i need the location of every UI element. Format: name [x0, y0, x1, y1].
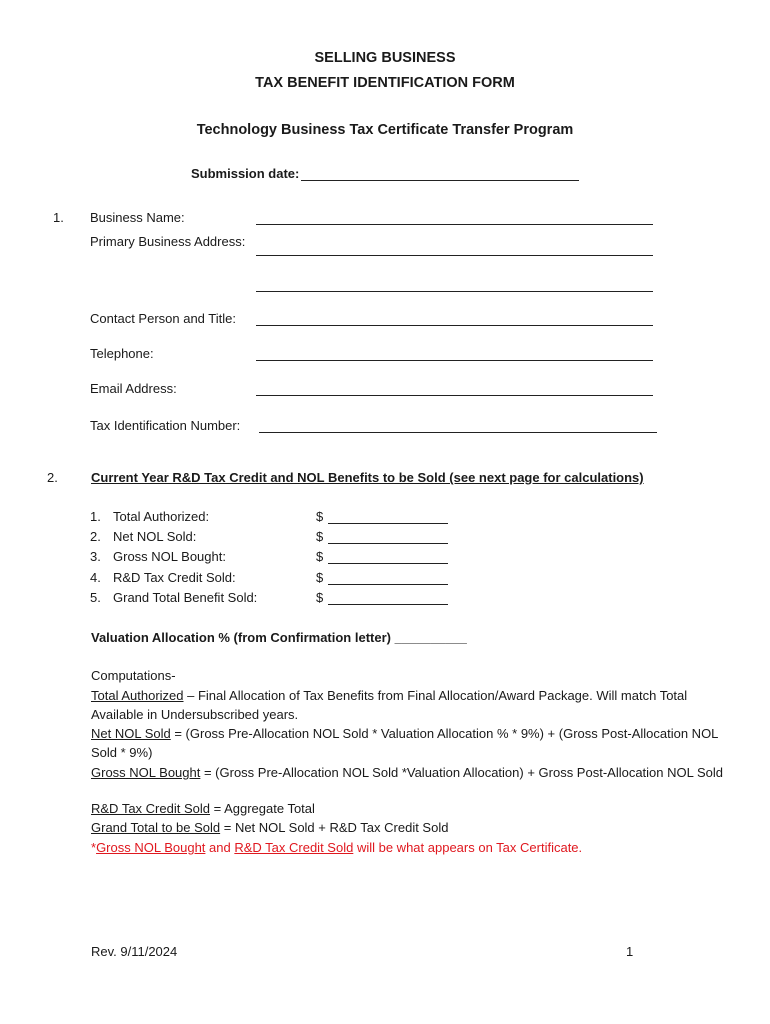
- item3-currency: $: [316, 549, 324, 564]
- note-text: will be what appears on Tax Certificate.: [353, 840, 583, 855]
- def-rd-tax-credit: = Aggregate Total: [209, 801, 315, 816]
- term-rd-tax-credit: R&D Tax Credit Sold: [91, 801, 210, 816]
- computation-rd-credit: [91, 801, 315, 816]
- program-subtitle: Technology Business Tax Certificate Transfer Program: [196, 122, 574, 138]
- certificate-note: [91, 840, 582, 855]
- contact-label: Contact Person and Title:: [90, 311, 236, 326]
- term-net-nol-sold: Net NOL Sold: [91, 726, 171, 741]
- telephone-label: Telephone:: [90, 346, 154, 361]
- term-total-authorized: Total Authorized: [91, 688, 184, 703]
- item4-number: 4.: [90, 570, 101, 585]
- item3-label: Gross NOL Bought:: [113, 549, 226, 564]
- note-and: and: [205, 840, 235, 855]
- telephone-field[interactable]: [256, 360, 653, 361]
- item1-currency: $: [316, 509, 324, 524]
- address-field-line2[interactable]: [256, 291, 653, 292]
- gross-nol-bought-field[interactable]: [328, 563, 448, 564]
- note-star: *: [91, 840, 97, 855]
- item3-number: 3.: [90, 549, 101, 564]
- def-gross-nol-bought: = (Gross Pre-Allocation NOL Sold *Valuation Allocation) + Gross Post-Allocation NOL Sold: [200, 765, 724, 780]
- item4-label: R&D Tax Credit Sold:: [113, 570, 236, 585]
- grand-total-field[interactable]: [328, 604, 448, 605]
- item1-number: 1.: [90, 509, 101, 524]
- business-name-field[interactable]: [256, 224, 653, 225]
- computation-total-authorized: [91, 686, 731, 724]
- valuation-allocation-row: [91, 630, 467, 645]
- tax-id-label: Tax Identification Number:: [90, 418, 241, 433]
- def-total-authorized: – Final Allocation of Tax Benefits from Final Allocation/Award Package. Will match Total Available in Undersubscribed years.: [91, 688, 688, 722]
- item5-label: Grand Total Benefit Sold:: [113, 590, 258, 605]
- valuation-allocation-field[interactable]: __________: [394, 630, 467, 645]
- submission-date-label: Submission date:: [191, 166, 300, 181]
- item5-number: 5.: [90, 590, 101, 605]
- email-field[interactable]: [256, 395, 653, 396]
- business-name-label: Business Name:: [90, 210, 185, 225]
- def-net-nol-sold: = (Gross Pre-Allocation NOL Sold * Valuation Allocation % * 9%) + (Gross Post-Allocation NOL Sold * 9%): [91, 726, 718, 760]
- computations-heading: Computations-: [91, 668, 176, 683]
- page-number: 1: [626, 944, 634, 959]
- tax-id-field[interactable]: [259, 432, 657, 433]
- net-nol-sold-field[interactable]: [328, 543, 448, 544]
- address-field-line1[interactable]: [256, 255, 653, 256]
- item2-currency: $: [316, 529, 324, 544]
- term-grand-total: Grand Total to be Sold: [91, 820, 221, 835]
- valuation-allocation-label: Valuation Allocation % (from Confirmation letter): [91, 630, 391, 645]
- def-grand-total: = Net NOL Sold + R&D Tax Credit Sold: [220, 820, 449, 835]
- form-title-line1: SELLING BUSINESS: [314, 50, 456, 66]
- address-label: Primary Business Address:: [90, 234, 246, 249]
- form-title-line2: TAX BENEFIT IDENTIFICATION FORM: [255, 75, 515, 91]
- computation-grand-total: [91, 820, 448, 835]
- item1-label: Total Authorized:: [113, 509, 210, 524]
- item2-number: 2.: [90, 529, 101, 544]
- term-gross-nol-bought: Gross NOL Bought: [91, 765, 201, 780]
- section2-number: 2.: [47, 470, 58, 485]
- submission-date-field[interactable]: [301, 180, 579, 181]
- section1-number: 1.: [53, 210, 64, 225]
- note-term-rd-credit: R&D Tax Credit Sold: [234, 840, 354, 855]
- item2-label: Net NOL Sold:: [113, 529, 197, 544]
- rd-tax-credit-field[interactable]: [328, 584, 448, 585]
- note-term-gross-nol: Gross NOL Bought: [96, 840, 206, 855]
- item4-currency: $: [316, 570, 324, 585]
- email-label: Email Address:: [90, 381, 177, 396]
- computation-net-nol: [91, 724, 731, 762]
- item5-currency: $: [316, 590, 324, 605]
- total-authorized-field[interactable]: [328, 523, 448, 524]
- contact-field[interactable]: [256, 325, 653, 326]
- revision-date: Rev. 9/11/2024: [91, 944, 178, 959]
- section2-heading: Current Year R&D Tax Credit and NOL Benefits to be Sold (see next page for calculations): [91, 470, 644, 485]
- computation-gross-nol: [91, 763, 731, 782]
